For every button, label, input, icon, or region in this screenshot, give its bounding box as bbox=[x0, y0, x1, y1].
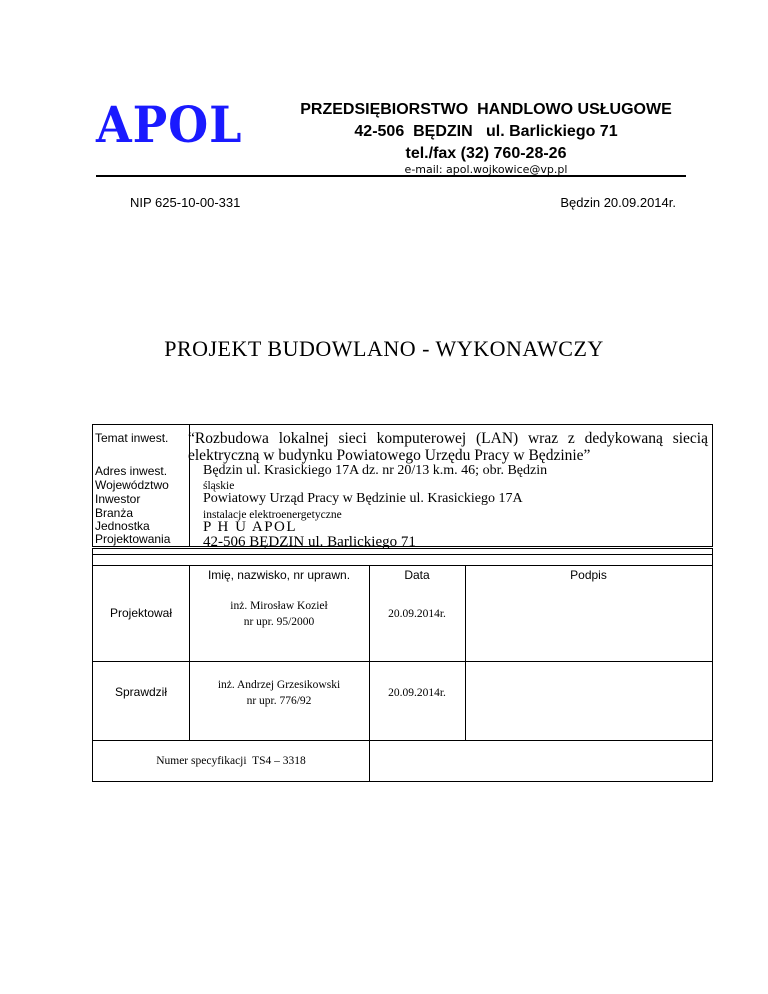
sig-row-divider bbox=[93, 565, 712, 566]
jednostka-value: P H U APOL bbox=[203, 519, 298, 535]
role-designer: Projektował bbox=[109, 606, 173, 620]
inwestor-value: Powiatowy Urząd Pracy w Będzinie ul. Krasickiego 17A bbox=[203, 491, 523, 506]
signature-table bbox=[92, 548, 713, 782]
company-logo: APOL bbox=[96, 95, 243, 154]
checker-date: 20.09.2014r. bbox=[388, 687, 446, 699]
company-phone: tel./fax (32) 760-28-26 bbox=[405, 145, 567, 162]
col-header-name: Imię, nazwisko, nr uprawn. bbox=[207, 568, 351, 582]
wojewodztwo-label: Województwo bbox=[95, 478, 169, 492]
designer-date: 20.09.2014r. bbox=[388, 608, 446, 620]
checker-name: inż. Andrzej Grzesikowski bbox=[217, 679, 341, 691]
temat-label: Temat inwest. bbox=[95, 431, 169, 445]
jednostka-label: Jednostka bbox=[95, 519, 150, 533]
adres-value: Będzin ul. Krasickiego 17A dz. nr 20/13 k.m. 46; obr. Będzin bbox=[203, 463, 548, 478]
specification-number: Numer specyfikacji TS4 – 3318 bbox=[156, 755, 306, 767]
company-name: PRZEDSIĘBIORSTWO HANDLOWO USŁUGOWE bbox=[300, 101, 672, 118]
role-checker: Sprawdził bbox=[114, 685, 168, 699]
document-title: PROJEKT BUDOWLANO - WYKONAWCZY bbox=[164, 336, 604, 361]
col-header-date: Data bbox=[404, 568, 430, 582]
branza-value: instalacje elektroenergetyczne bbox=[203, 509, 342, 521]
sig-col-divider bbox=[465, 565, 466, 740]
temat-value-line1: “Rozbudowa lokalnej sieci komputerowej (LAN) wraz z dedykowaną siecią bbox=[188, 430, 708, 447]
company-email: e-mail: apol.wojkowice@vp.pl bbox=[404, 163, 568, 176]
designer-name: inż. Mirosław Kozieł bbox=[230, 600, 328, 612]
adres-label: Adres inwest. bbox=[95, 464, 168, 478]
sig-row-divider bbox=[93, 554, 712, 555]
company-address: 42-506 BĘDZIN ul. Barlickiego 71 bbox=[354, 123, 618, 140]
sig-col-divider bbox=[189, 565, 190, 740]
nip-number: NIP 625-10-00-331 bbox=[130, 195, 241, 210]
letterhead-divider bbox=[96, 175, 686, 177]
projektowania-label: Projektowania bbox=[95, 532, 171, 546]
checker-license: nr upr. 776/92 bbox=[246, 695, 312, 707]
temat-value-line2: elektryczną w budynku Powiatowego Urzędu Pracy w Będzinie” bbox=[188, 447, 591, 464]
sig-row-divider bbox=[93, 740, 712, 741]
designer-license: nr upr. 95/2000 bbox=[243, 616, 315, 628]
jednostka-address: 42-506 BĘDZIN ul. Barlickiego 71 bbox=[203, 534, 416, 550]
sig-col-divider bbox=[369, 565, 370, 781]
document-date: Będzin 20.09.2014r. bbox=[560, 195, 676, 210]
project-info-table bbox=[92, 424, 713, 550]
col-header-signature: Podpis bbox=[570, 568, 607, 582]
wojewodztwo-value: śląskie bbox=[203, 480, 235, 492]
sig-row-divider bbox=[93, 661, 712, 662]
branza-label: Branża bbox=[95, 506, 134, 520]
inwestor-label: Inwestor bbox=[95, 492, 141, 506]
